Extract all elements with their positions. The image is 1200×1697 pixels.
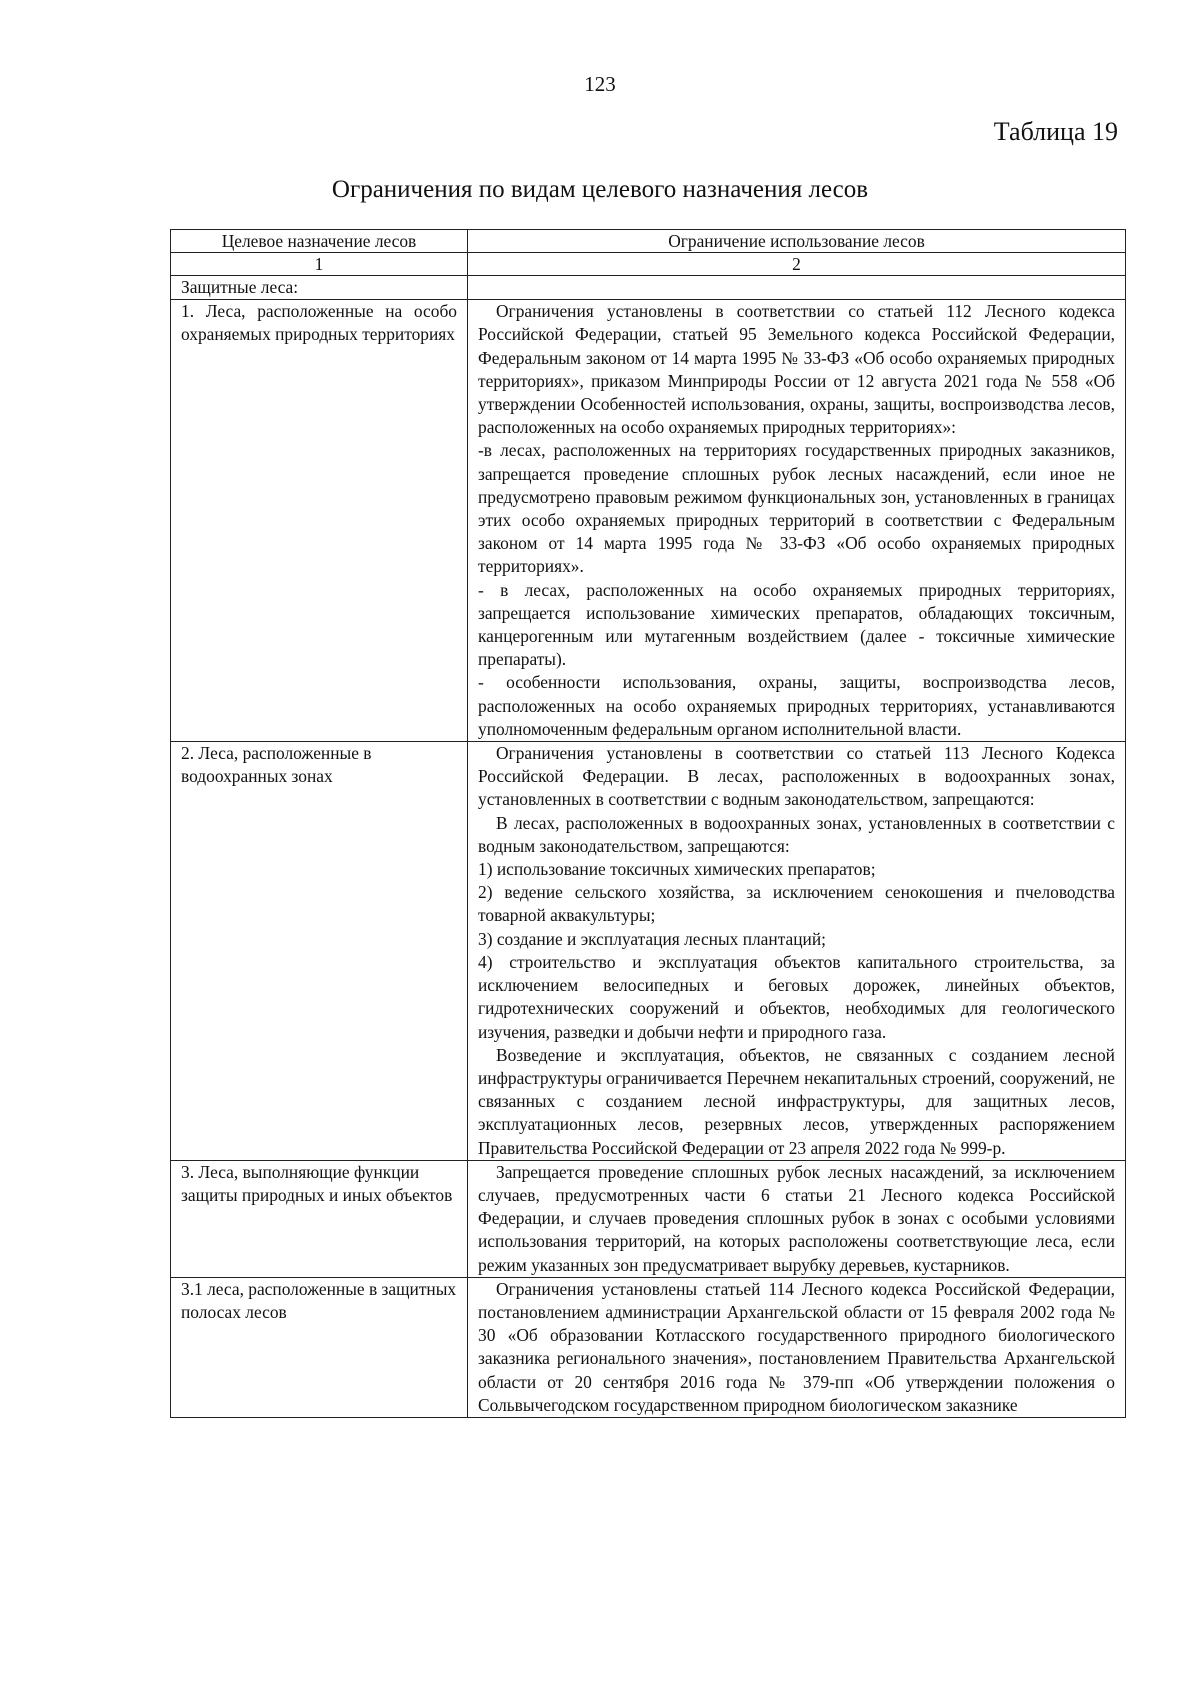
table-header-row — [171, 230, 1126, 253]
row-2-paragraph: 1) использование токсичных химических препаратов; — [478, 859, 876, 880]
page-number: 123 — [584, 72, 616, 96]
row-1-restrictions — [468, 300, 1126, 742]
column-header-purpose: Целевое назначение лесов — [171, 230, 468, 253]
row-2-paragraph: Ограничения установлены в соответствии со статьей 113 Лесного Кодекса Российской Федерации. В лесах, расположенных в водоохранных зонах, установленных в соответствии с водным законодательством, запрещаются: — [478, 743, 1115, 810]
row-1-paragraph: Ограничения установлены в соответствии со статьей 112 Лесного кодекса Российской Федерации, статьей 95 Земельного кодекса Российской Федерации, Федеральным законом от 14 марта 1995 № 33-ФЗ «Об особо охраняемых природных территориях», приказом Минприроды России от 12 августа 2021 года № 558 «Об утверждении Особенностей использования, охраны, защиты, воспроизводства лесов, расположенных на особо охраняемых природных территориях»: — [478, 301, 1115, 438]
row-2-restrictions — [468, 742, 1126, 1161]
row-4-restrictions — [468, 1277, 1126, 1417]
row-4-purpose: 3.1 леса, расположенные в защитных полосах лесов — [171, 1277, 468, 1417]
row-1-paragraph: - особенности использования, охраны, защиты, воспроизводства лесов, расположенных на особо охраняемых природных территориях, устанавливаются уполномоченным федеральным органом исполнительной власти. — [478, 672, 1115, 739]
column-number-1: 1 — [171, 253, 468, 276]
section-label: Защитные леса: — [171, 276, 468, 300]
restrictions-table — [170, 229, 1126, 1418]
table-row — [171, 1160, 1126, 1277]
row-2-paragraph: В лесах, расположенных в водоохранных зонах, установленных в соответствии с водным законодательством, запрещаются: — [478, 812, 1115, 856]
row-2-purpose: 2. Леса, расположенные в водоохранных зонах — [171, 742, 468, 1161]
row-2-paragraph: 4) строительство и эксплуатация объектов капитального строительства, за исключением велосипедных и беговых дорожек, линейных объектов, гидротехнических сооружений и объектов, необходимых для геологического изучения, разведки и добычи нефти и природного газа. — [478, 951, 1115, 1042]
column-header-restriction: Ограничение использование лесов — [468, 230, 1126, 253]
column-number-row — [171, 253, 1126, 276]
table-row — [171, 1277, 1126, 1417]
document-title: Ограничения по видам целевого назначения лесов — [331, 176, 869, 203]
row-4-paragraph: Ограничения установлены статьей 114 Лесного кодекса Российской Федерации, постановлением администрации Архангельской области от 15 февраля 2002 года № 30 «Об образовании Котласского государственного природного биологического заказника регионального значения», постановлением Правительства Архангельской области от 20 сентября 2016 года № 379-пп «Об утверждении положения о Сольвычегодском государственном природном биологическом заказнике — [478, 1278, 1115, 1415]
row-3-restrictions — [468, 1160, 1126, 1277]
row-2-paragraph: 2) ведение сельского хозяйства, за исключением сенокошения и пчеловодства товарной аквакультуры; — [478, 882, 1115, 926]
table-row — [171, 742, 1126, 1161]
row-2-paragraph: 3) создание и эксплуатация лесных плантаций; — [478, 928, 826, 949]
column-number-2: 2 — [468, 253, 1126, 276]
row-3-paragraph: Запрещается проведение сплошных рубок лесных насаждений, за исключением случаев, предусмотренных части 6 статьи 21 Лесного кодекса Российской Федерации, и случаев проведения сплошных рубок в зонах с особыми условиями использования территорий, на которых расположены соответствующие леса, если режим указанных зон предусматривает вырубку деревьев, кустарников. — [478, 1161, 1115, 1275]
row-1-paragraph: -в лесах, расположенных на территориях государственных природных заказников, запрещается проведение сплошных рубок лесных насаждений, если иное не предусмотрено правовым режимом функциональных зон, установленных в границах этих особо охраняемых природных территорий в соответствии с Федеральным законом от 14 марта 1995 года № 33-ФЗ «Об особо охраняемых природных территориях». — [478, 440, 1115, 577]
table-label: Таблица 19 — [993, 117, 1118, 146]
section-row — [171, 276, 1126, 300]
row-1-paragraph: - в лесах, расположенных на особо охраняемых природных территориях, запрещается использование химических препаратов, обладающих токсичным, канцерогенным или мутагенным воздействием (далее - токсичные химические препараты). — [478, 579, 1115, 670]
section-empty-cell — [468, 276, 1126, 300]
row-2-paragraph: Возведение и эксплуатация, объектов, не связанных с созданием лесной инфраструктуры ограничивается Перечнем некапитальных строений, сооружений, не связанных с созданием лесной инфраструктуры, для защитных лесов, эксплуатационных лесов, резервных лесов, утвержденных распоряжением Правительства Российской Федерации от 23 апреля 2022 года № 999-р. — [478, 1044, 1115, 1158]
row-3-purpose: 3. Леса, выполняющие функции защиты природных и иных объектов — [171, 1160, 468, 1277]
row-1-purpose: 1. Леса, расположенные на особо охраняемых природных территориях — [171, 300, 468, 742]
table-row — [171, 300, 1126, 742]
